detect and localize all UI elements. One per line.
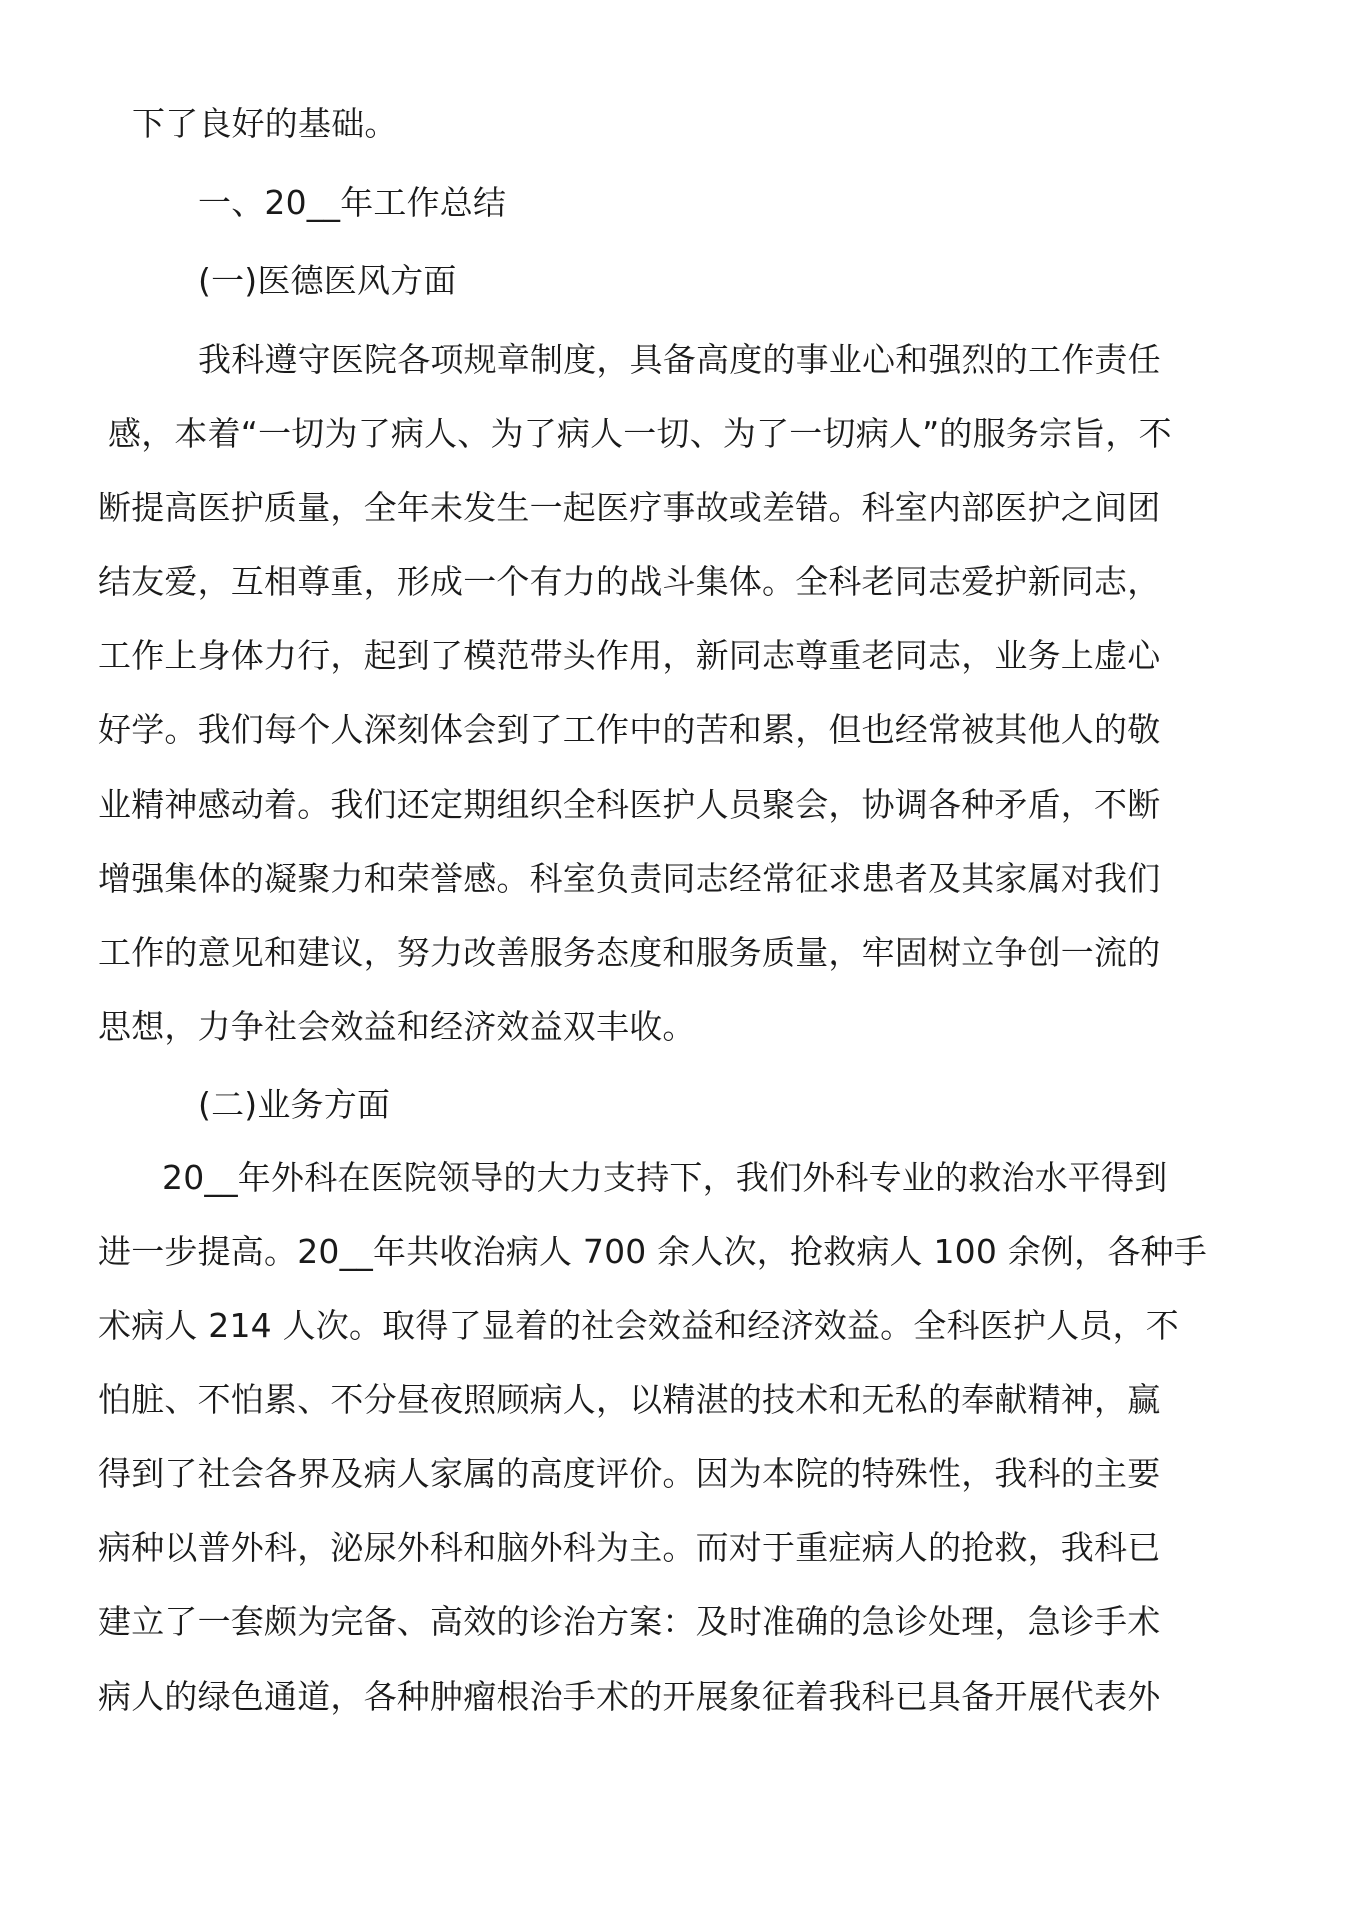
text-line-9: 好学。我们每个人深刻体会到了工作中的苦和累，但也经常被其他人的敬 — [98, 710, 1161, 749]
text-line-16: 进一步提高。20__年共收治病人 700 余人次，抢救病人 100 余例，各种手 — [98, 1232, 1207, 1271]
text-line-17: 术病人 214 人次。取得了显着的社会效益和经济效益。全科医护人员，不 — [98, 1306, 1179, 1345]
text-line-10: 业精神感动着。我们还定期组织全科医护人员聚会，协调各种矛盾，不断 — [98, 785, 1161, 824]
text-line-21: 建立了一套颇为完备、高效的诊治方案：及时准确的急诊处理，急诊手术 — [98, 1602, 1161, 1641]
text-line-11: 增强集体的凝聚力和荣誉感。科室负责同志经常征求患者及其家属对我们 — [98, 859, 1161, 898]
text-line-8: 工作上身体力行，起到了模范带头作用，新同志尊重老同志，业务上虚心 — [98, 636, 1161, 675]
text-line-20: 病种以普外科，泌尿外科和脑外科为主。而对于重症病人的抢救，我科已 — [98, 1528, 1161, 1567]
text-line-6: 断提高医护质量，全年未发生一起医疗事故或差错。科室内部医护之间团 — [98, 488, 1161, 527]
text-line-15: 20__年外科在医院领导的大力支持下，我们外科专业的救治水平得到 — [162, 1158, 1168, 1197]
subsection-heading-business: (二)业务方面 — [198, 1085, 391, 1124]
subsection-heading-ethics: (一)医德医风方面 — [198, 261, 457, 300]
text-line-13: 思想，力争社会效益和经济效益双丰收。 — [98, 1007, 696, 1046]
text-line-12: 工作的意见和建议，努力改善服务态度和服务质量，牢固树立争创一流的 — [98, 933, 1161, 972]
section-heading-summary: 一、20__年工作总结 — [198, 183, 507, 222]
text-line-7: 结友爱，互相尊重，形成一个有力的战斗集体。全科老同志爱护新同志， — [98, 562, 1161, 601]
text-line-19: 得到了社会各界及病人家属的高度评价。因为本院的特殊性，我科的主要 — [98, 1454, 1161, 1493]
text-line-5: 感，本着“一切为了病人、为了病人一切、为了一切病人”的服务宗旨，不 — [108, 414, 1172, 453]
text-line-18: 怕脏、不怕累、不分昼夜照顾病人，以精湛的技术和无私的奉献精神，赢 — [98, 1380, 1161, 1419]
text-line-4: 我科遵守医院各项规章制度，具备高度的事业心和强烈的工作责任 — [198, 340, 1161, 379]
text-line-22: 病人的绿色通道，各种肿瘤根治手术的开展象征着我科已具备开展代表外 — [98, 1677, 1161, 1716]
text-line-1: 下了良好的基础。 — [132, 104, 398, 143]
